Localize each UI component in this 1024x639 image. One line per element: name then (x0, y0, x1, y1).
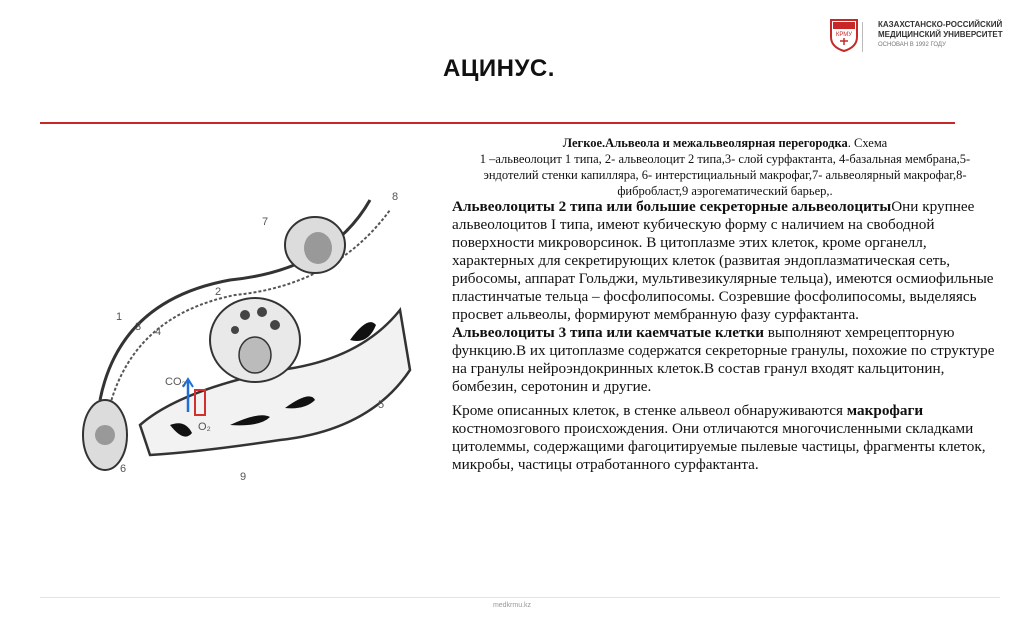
label-co2: CO₂ (165, 376, 186, 388)
label-8: 8 (392, 191, 399, 203)
figure-caption (455, 135, 995, 199)
paragraph-heading: Альвеолоциты 3 типа или каемчатые клетки (452, 324, 764, 341)
caption-title-rest: . Схема (847, 136, 888, 150)
paragraph-text: выполняют хемрецепторную функцию.В их цитоплазме содержатся секреторные гранулы, похожие по структуре на гранулы нейроэндокринных клеток.В состав гранул входят кальцитонин, бомбезин, серотонин и другие. (452, 324, 995, 395)
paragraph-text: костномозгового происхождения. Они отличаются многочисленными складками цитолеммы, содержащими фагоцитируемые пылевые частицы, фрагменты клеток, микробы, частицы отработанного сурфактанта. (452, 420, 986, 473)
paragraph-type2 (452, 198, 997, 252)
paragraph-text: Они крупнее альвеолоцитов I типа, имеют кубическую форму с наличием на свободной поверхности микроворсинок. В цитоплазме этих клеток, кроме органелл, (452, 198, 975, 251)
label-3: 3 (135, 321, 142, 333)
caption-line: 1 –альвеолоцит 1 типа, 2- альвеолоцит 2 типа,3- слой сурфактанта, 4-базальная мембрана,5- (479, 152, 971, 166)
body-text (452, 198, 997, 474)
label-1: 1 (116, 311, 123, 323)
label-6: 6 (120, 463, 127, 475)
label-4: 4 (155, 326, 162, 338)
footer-divider (40, 597, 1000, 598)
logo-separator (862, 22, 863, 52)
paragraph-type3 (452, 324, 997, 396)
university-name-line1: КАЗАХСТАНСКО-РОССИЙСКИЙ (878, 20, 1003, 29)
paragraph-macrophages (452, 402, 997, 474)
university-name-line2: МЕДИЦИНСКИЙ УНИВЕРСИТЕТ (878, 30, 1003, 39)
label-7: 7 (262, 216, 269, 228)
title-divider (40, 122, 955, 124)
label-o2: O₂ (198, 421, 211, 433)
label-5: 5 (378, 399, 385, 411)
footer-url: medkrmu.kz (492, 602, 532, 609)
caption-title: Легкое.Альвеола и межальвеолярная перегородка (562, 136, 848, 150)
paragraph-keyword: макрофаги (846, 402, 924, 419)
caption-line: фибробласт,9 аэрогематический барьер,. (617, 184, 833, 198)
university-logo-icon (828, 17, 860, 53)
page-title: АЦИНУС. (443, 55, 555, 82)
university-founded: ОСНОВАН В 1992 ГОДУ (878, 42, 946, 48)
alveolus-diagram (80, 190, 420, 530)
label-9: 9 (240, 471, 247, 483)
paragraph-heading: Альвеолоциты 2 типа или большие секреторные альвеолоциты (452, 198, 892, 215)
paragraph-text: Кроме описанных клеток, в стенке альвеол обнаруживаются (452, 402, 847, 419)
logo-text: КРМУ (835, 32, 853, 38)
paragraph-text: характерных для секретирующих клеток (развитая эндоплазматическая сеть, рибосомы, аппарат Гольджи, мультивезикулярные тельца), имеются осмиофильные пластинчатые тельца – фосфолипосомы. Созревшие фосфолипосомы, выделяясь просвет альвеолы, формируют мембранную фазу сурфактанта. (452, 252, 994, 323)
caption-line: эндотелий стенки капилляра, 6- интерстициальный макрофаг,7- альвеолярный макрофаг,8- (483, 168, 967, 182)
label-2: 2 (215, 286, 222, 298)
